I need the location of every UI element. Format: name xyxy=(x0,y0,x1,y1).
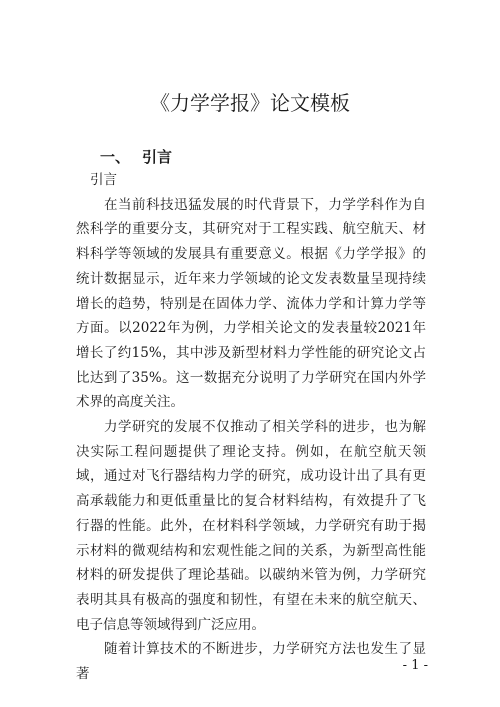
section-number: 一、 xyxy=(100,148,131,166)
page-number: - 1 - xyxy=(402,658,428,673)
section-title: 引言 xyxy=(142,148,173,166)
paragraph-2: 力学研究的发展不仅推动了相关学科的进步，也为解决实际工程问题提供了理论支持。例如，在航空航天领域，通过对飞行器结构力学的研究，成功设计出了具有更高承载能力和更低重量比的复合材料结构，有效提升了飞行器的性能。此外，在材料科学领域，力学研究有助于揭示材料的微观结构和宏观性能之间的关系，为新型高性能材料的研发提供了理论基础。以碳纳米管为例，力学研究表明其具有极高的强度和韧性，有望在未来的航空航天、电子信息等领域得到广泛应用。 xyxy=(76,419,426,633)
paragraph-1: 在当前科技迅猛发展的时代背景下，力学学科作为自然科学的重要分支，其研究对于工程实践、航空航天、材料科学等领域的发展具有重要意义。根据《力学学报》的统计数据显示，近年来力学领域的论文发表数量呈现持续增长的趋势，特别是在固体力学、流体力学和计算力学等方面。以2022年为例，力学相关论文的发表量较2021年增长了约15%，其中涉及新型材料力学性能的研究论文占比达到了35%。这一数据充分说明了力学研究在国内外学术界的高度关注。 xyxy=(76,196,426,411)
subheading: 引言 xyxy=(90,172,117,188)
paragraph-3: 随着计算技术的不断进步，力学研究方法也发生了显著 xyxy=(76,641,426,683)
document-title: 《力学学报》论文模板 xyxy=(150,91,350,115)
section-heading xyxy=(100,146,172,168)
body-text xyxy=(76,168,426,687)
